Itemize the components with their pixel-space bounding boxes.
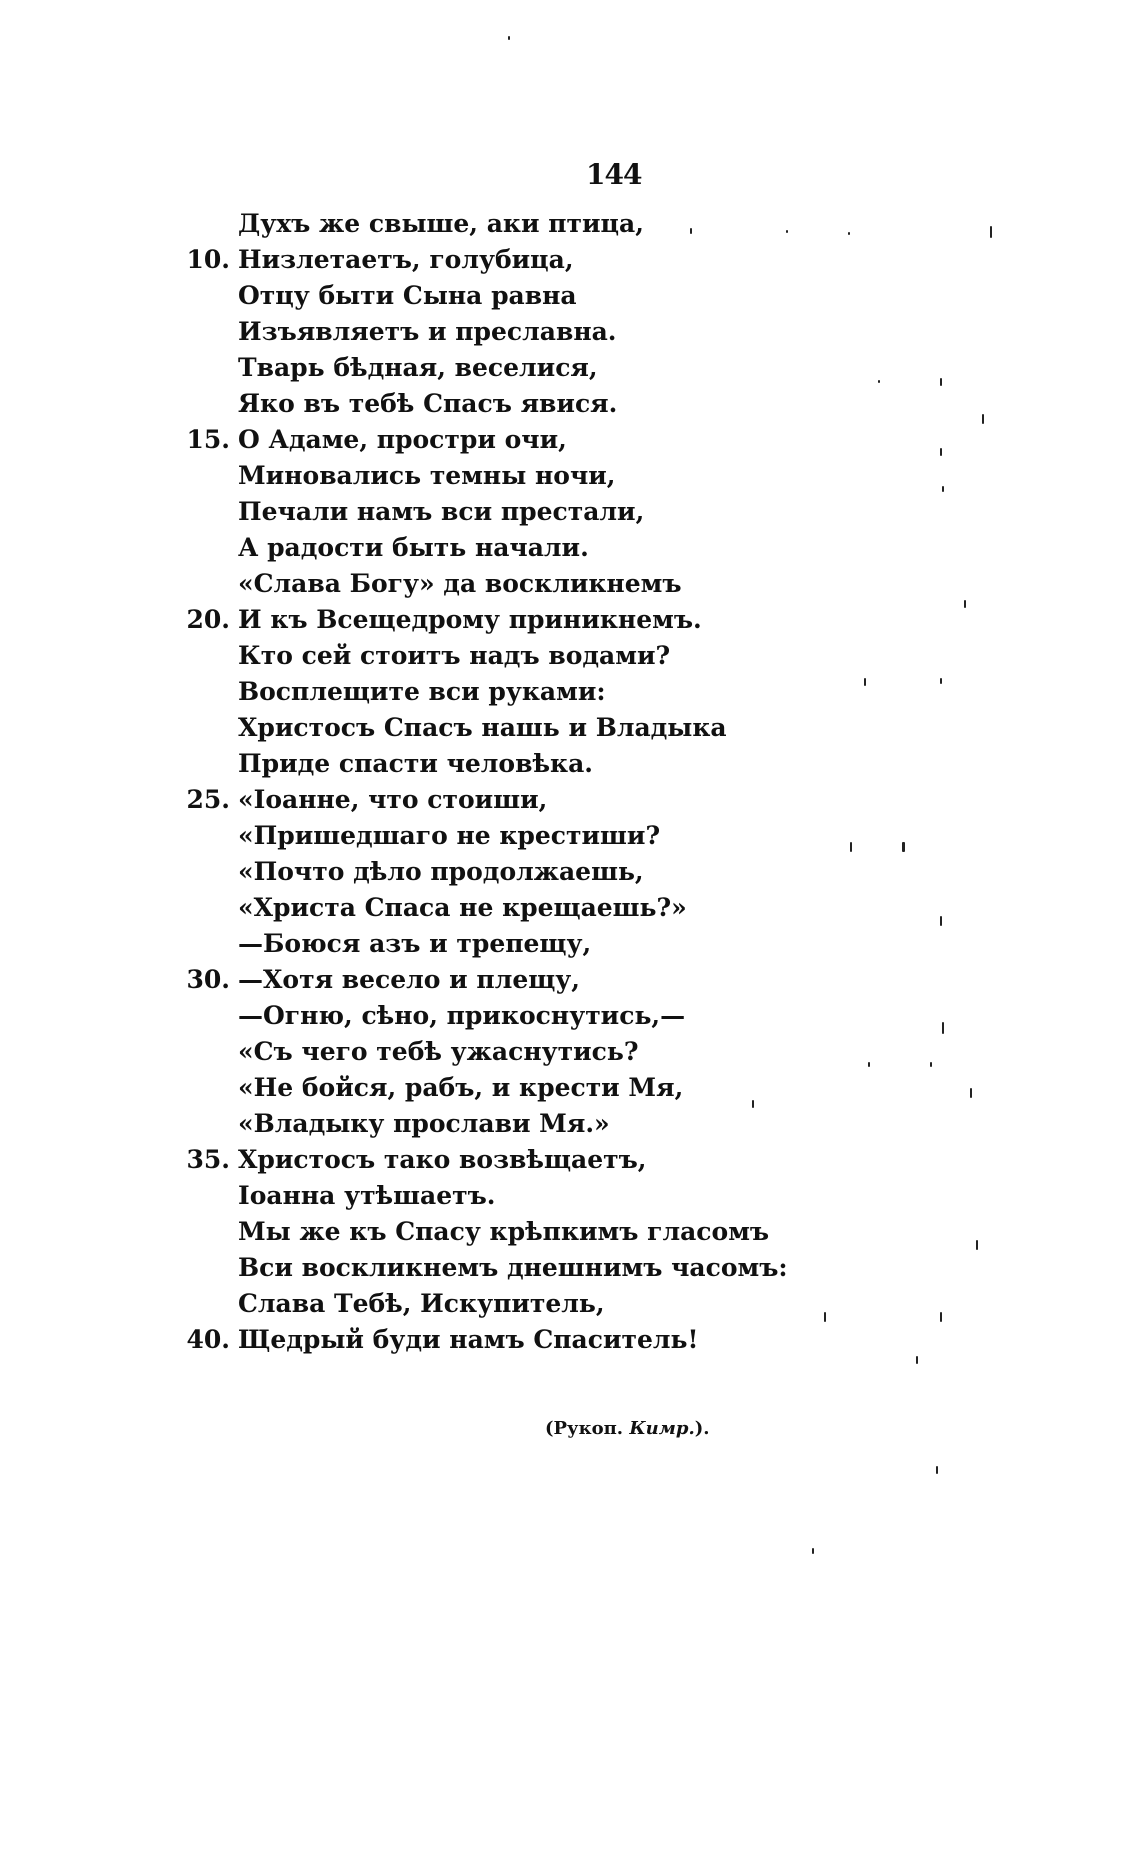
verse-line bbox=[238, 746, 788, 782]
line-text: —Хотя весело и плещу, bbox=[238, 965, 580, 994]
line-text: «Слава Богу» да воскликнемъ bbox=[238, 569, 682, 598]
line-text: Кто сей стоитъ надъ водами? bbox=[238, 641, 671, 670]
scan-speck bbox=[786, 230, 788, 233]
verse-line bbox=[238, 1250, 788, 1286]
line-text: Яко въ тебѣ Спасъ явися. bbox=[238, 389, 618, 418]
verse-line bbox=[238, 206, 788, 242]
line-number: 15. bbox=[186, 425, 230, 454]
source-prefix: (Рукоп. bbox=[545, 1418, 624, 1439]
scan-speck bbox=[940, 916, 942, 926]
source-note bbox=[545, 1418, 710, 1439]
line-text: Печали намъ вси престали, bbox=[238, 497, 645, 526]
verse-line bbox=[238, 386, 788, 422]
line-number: 35. bbox=[186, 1145, 230, 1174]
scan-speck bbox=[878, 380, 880, 383]
line-number: 30. bbox=[186, 965, 230, 994]
line-text: —Боюся азъ и трепещу, bbox=[238, 929, 592, 958]
verse-line bbox=[238, 1070, 788, 1106]
line-text: «Съ чего тебѣ ужаснутись? bbox=[238, 1037, 639, 1066]
scan-speck bbox=[868, 1062, 870, 1067]
verse-line bbox=[238, 638, 788, 674]
verse-line bbox=[238, 278, 788, 314]
scan-speck bbox=[864, 678, 866, 686]
scan-speck bbox=[942, 486, 944, 492]
verse-line bbox=[186, 962, 788, 998]
verse-line bbox=[238, 1214, 788, 1250]
verse-line bbox=[186, 242, 788, 278]
poem bbox=[186, 206, 788, 1358]
line-text: Христосъ Спасъ нашь и Владыка bbox=[238, 713, 727, 742]
verse-line bbox=[238, 1034, 788, 1070]
line-text: Изъявляетъ и преславна. bbox=[238, 317, 617, 346]
verse-line bbox=[238, 854, 788, 890]
verse-line bbox=[238, 926, 788, 962]
line-text: Приде спасти человѣка. bbox=[238, 749, 593, 778]
line-text: О Адаме, простри очи, bbox=[238, 425, 567, 454]
source-suffix: ). bbox=[694, 1418, 710, 1439]
line-text: Вси воскликнемъ днешнимъ часомъ: bbox=[238, 1253, 788, 1282]
scan-speck bbox=[850, 842, 852, 852]
line-text: Іоанна утѣшаетъ. bbox=[238, 1181, 496, 1210]
scan-speck bbox=[942, 1022, 944, 1034]
verse-line bbox=[238, 1178, 788, 1214]
verse-line bbox=[186, 1142, 788, 1178]
verse-line bbox=[238, 1286, 788, 1322]
scan-speck bbox=[902, 842, 905, 852]
verse-line bbox=[186, 602, 788, 638]
scan-speck bbox=[930, 1062, 932, 1067]
scan-speck bbox=[936, 1466, 938, 1474]
source-title: Кимр. bbox=[629, 1418, 695, 1439]
verse-line bbox=[238, 674, 788, 710]
line-text: «Пришедшаго не крестиши? bbox=[238, 821, 661, 850]
verse-line bbox=[238, 890, 788, 926]
scan-speck bbox=[824, 1312, 826, 1322]
line-number: 10. bbox=[186, 245, 230, 274]
line-text: Низлетаетъ, голубица, bbox=[238, 245, 574, 274]
verse-line bbox=[186, 1322, 788, 1358]
line-text: Тварь бѣдная, веселися, bbox=[238, 353, 598, 382]
scan-speck bbox=[690, 228, 692, 234]
verse-line bbox=[238, 530, 788, 566]
scan-speck bbox=[940, 678, 942, 684]
line-number: 25. bbox=[186, 785, 230, 814]
scan-speck bbox=[848, 232, 850, 235]
scan-speck bbox=[990, 226, 992, 238]
scan-speck bbox=[812, 1548, 814, 1554]
line-text: «Владыку прослави Мя.» bbox=[238, 1109, 610, 1138]
verse-line bbox=[186, 782, 788, 818]
scan-speck bbox=[970, 1088, 972, 1098]
line-text: Восплещите вси руками: bbox=[238, 677, 606, 706]
line-text: Слава Тебѣ, Искупитель, bbox=[238, 1289, 605, 1318]
line-text: Мы же къ Спасу крѣпкимъ гласомъ bbox=[238, 1217, 770, 1246]
scan-speck bbox=[982, 414, 984, 424]
verse-line bbox=[238, 998, 788, 1034]
line-text: Щедрый буди намъ Спаситель! bbox=[238, 1325, 699, 1354]
scan-speck bbox=[964, 600, 966, 608]
line-text: Христосъ тако возвѣщаетъ, bbox=[238, 1145, 647, 1174]
line-text: И къ Всещедрому приникнемъ. bbox=[238, 605, 702, 634]
scan-speck bbox=[976, 1240, 978, 1250]
verse-line bbox=[186, 422, 788, 458]
verse-line bbox=[238, 314, 788, 350]
verse-line bbox=[238, 566, 788, 602]
scan-speck bbox=[940, 378, 942, 386]
verse-line bbox=[238, 494, 788, 530]
scan-speck bbox=[940, 448, 942, 456]
line-number: 20. bbox=[186, 605, 230, 634]
line-text: А радости быть начали. bbox=[238, 533, 589, 562]
line-text: —Огню, сѣно, прикоснутись,— bbox=[238, 1001, 686, 1030]
scan-speck bbox=[752, 1100, 754, 1108]
verse-line bbox=[238, 350, 788, 386]
line-text: Миновались темны ночи, bbox=[238, 461, 616, 490]
line-text: «Не бойся, рабъ, и крести Мя, bbox=[238, 1073, 684, 1102]
line-number: 40. bbox=[186, 1325, 230, 1354]
verse-line bbox=[238, 818, 788, 854]
line-text: «Христа Спаса не крещаешь?» bbox=[238, 893, 687, 922]
scan-speck bbox=[916, 1356, 918, 1364]
line-text: Духъ же свыше, аки птица, bbox=[238, 209, 644, 238]
verse-line bbox=[238, 710, 788, 746]
verse-line bbox=[238, 1106, 788, 1142]
line-text: «Почто дѣло продолжаешь, bbox=[238, 857, 644, 886]
line-text: Отцу быти Сына равна bbox=[238, 281, 577, 310]
verse-line bbox=[238, 458, 788, 494]
scan-speck bbox=[940, 1312, 942, 1322]
page-number: 144 bbox=[586, 158, 642, 191]
scan-speck bbox=[508, 36, 510, 40]
line-text: «Іоанне, что стоиши, bbox=[238, 785, 548, 814]
